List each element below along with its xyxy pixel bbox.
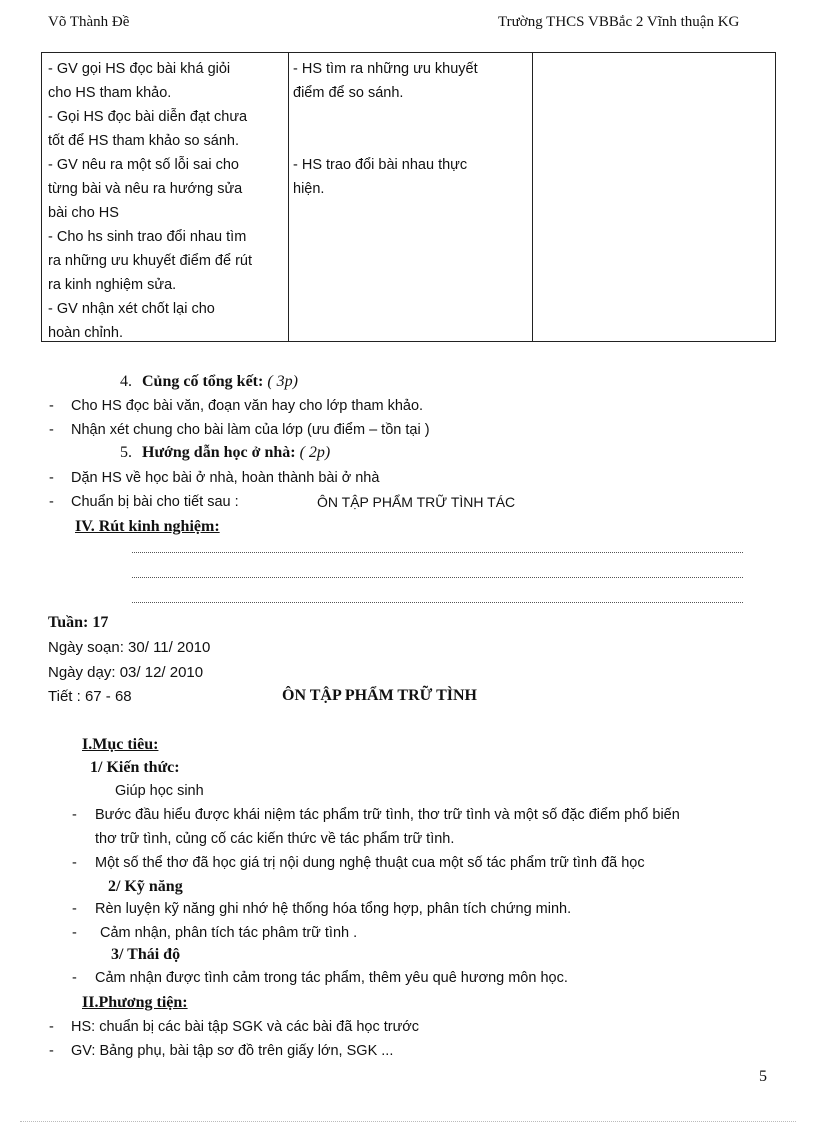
bullet: -	[49, 1019, 54, 1035]
student-activity-cell-a	[293, 57, 478, 105]
knowledge-intro: Giúp học sinh	[115, 783, 204, 799]
list-item: Chuẩn bị bài cho tiết sau :	[71, 494, 239, 510]
dotted-line	[132, 602, 743, 603]
section-title: IV. Rút kinh nghiệm:	[75, 518, 220, 535]
cell-line: cho HS tham khảo.	[48, 85, 172, 101]
list-item: Cảm nhận được tình cảm trong tác phẩm, thêm yêu quê hương môn học.	[95, 970, 568, 986]
period-number: Tiết : 67 - 68	[48, 688, 132, 705]
cell-line: ra những ưu khuyết điểm để rút	[48, 253, 252, 269]
section-iv-heading	[49, 518, 220, 536]
cell-line: - Gọi HS đọc bài diễn đạt chưa	[48, 109, 248, 125]
section-number: 5.	[120, 444, 132, 461]
lesson-title: ÔN TẬP PHẨM TRỮ TÌNH	[282, 687, 477, 704]
list-item: GV: Bảng phụ, bài tập sơ đồ trên giấy lớn, SGK ...	[71, 1043, 394, 1059]
cell-line: - Cho hs sinh trao đổi nhau tìm	[48, 229, 247, 245]
next-lesson-title: ÔN TẬP PHẨM TRỮ TÌNH TÁC	[317, 494, 516, 510]
cell-line: - HS tìm ra những ưu khuyết	[293, 61, 478, 77]
bullet: -	[49, 470, 54, 486]
list-item-continued: thơ trữ tình, củng cố các kiến thức về tác phẩm trữ tình.	[95, 831, 455, 847]
week-number: Tuần: 17	[48, 614, 109, 631]
cell-line: bài cho HS	[48, 205, 119, 221]
bullet: -	[72, 970, 77, 986]
bullet: -	[49, 422, 54, 438]
teacher-activity-cell	[48, 57, 252, 345]
cell-line: - GV nhận xét chốt lại cho	[48, 301, 215, 317]
bullet: -	[49, 1043, 54, 1059]
cell-line: từng bài và nêu ra hướng sửa	[48, 181, 243, 197]
page-number: 5	[759, 1068, 767, 1085]
cell-line: - HS trao đổi bài nhau thực	[293, 157, 468, 173]
cell-line: hiện.	[293, 181, 325, 197]
teach-date: Ngày dạy: 03/ 12/ 2010	[48, 664, 204, 681]
activity-table	[41, 52, 776, 342]
section-title: Củng cố tổng kết:	[142, 373, 264, 390]
skills-heading: 2/ Kỹ năng	[108, 878, 183, 895]
list-item: Cho HS đọc bài văn, đoạn văn hay cho lớp tham khảo.	[71, 398, 424, 414]
bullet: -	[49, 398, 54, 414]
section-number: 4.	[120, 373, 132, 390]
section-time: ( 2p)	[295, 444, 331, 461]
attitude-heading: 3/ Thái độ	[111, 946, 181, 963]
bullet: -	[72, 925, 77, 941]
bullet: -	[72, 901, 77, 917]
bullet: -	[72, 807, 77, 823]
student-activity-cell-b	[293, 153, 467, 201]
cell-line: - GV nêu ra một số lỗi sai cho	[48, 157, 239, 173]
section-i-heading: I.Mục tiêu:	[82, 736, 159, 753]
table-divider	[288, 53, 289, 341]
dotted-line	[132, 552, 743, 553]
cell-line: ra kinh nghiệm sửa.	[48, 277, 177, 293]
table-divider	[532, 53, 533, 341]
list-item: Cảm nhận, phân tích tác phâm trữ tình .	[100, 925, 358, 941]
prep-date: Ngày soạn: 30/ 11/ 2010	[48, 639, 211, 656]
cell-line: tốt để HS tham khảo so sánh.	[48, 133, 240, 149]
list-item: HS: chuẩn bị các bài tập SGK và các bài đã học trước	[71, 1019, 420, 1035]
page-bottom-border	[20, 1121, 796, 1122]
section-time: ( 3p)	[263, 373, 298, 390]
list-item: Một số thể thơ đã học giá trị nội dung nghệ thuật cua một số tác phẩm trữ tình đã học	[95, 855, 645, 871]
dotted-line	[132, 577, 743, 578]
list-item: Nhận xét chung cho bài làm của lớp (ưu điểm – tồn tại )	[71, 422, 430, 438]
section-4-heading	[120, 373, 298, 391]
bullet: -	[72, 855, 77, 871]
bullet: -	[49, 494, 54, 510]
cell-line: hoàn chỉnh.	[48, 325, 123, 341]
cell-line: điểm để so sánh.	[293, 85, 404, 101]
list-item: Bước đầu hiểu được khái niệm tác phẩm trữ tình, thơ trữ tình và một số đặc điểm phổ biến	[95, 807, 680, 823]
section-ii-heading: II.Phương tiện:	[82, 994, 188, 1011]
section-5-heading	[120, 444, 330, 462]
section-title: Hướng dẫn học ở nhà:	[142, 444, 296, 461]
knowledge-heading: 1/ Kiến thức:	[90, 759, 180, 776]
header-author: Võ Thành Đề	[48, 14, 130, 30]
list-item: Dặn HS về học bài ở nhà, hoàn thành bài ở nhà	[71, 470, 380, 486]
list-item: Rèn luyện kỹ năng ghi nhớ hệ thống hóa tổng hợp, phân tích chứng minh.	[95, 901, 572, 917]
cell-line: - GV gọi HS đọc bài khá giỏi	[48, 61, 231, 77]
header-school: Trường THCS VBBắc 2 Vĩnh thuận KG	[498, 14, 740, 30]
